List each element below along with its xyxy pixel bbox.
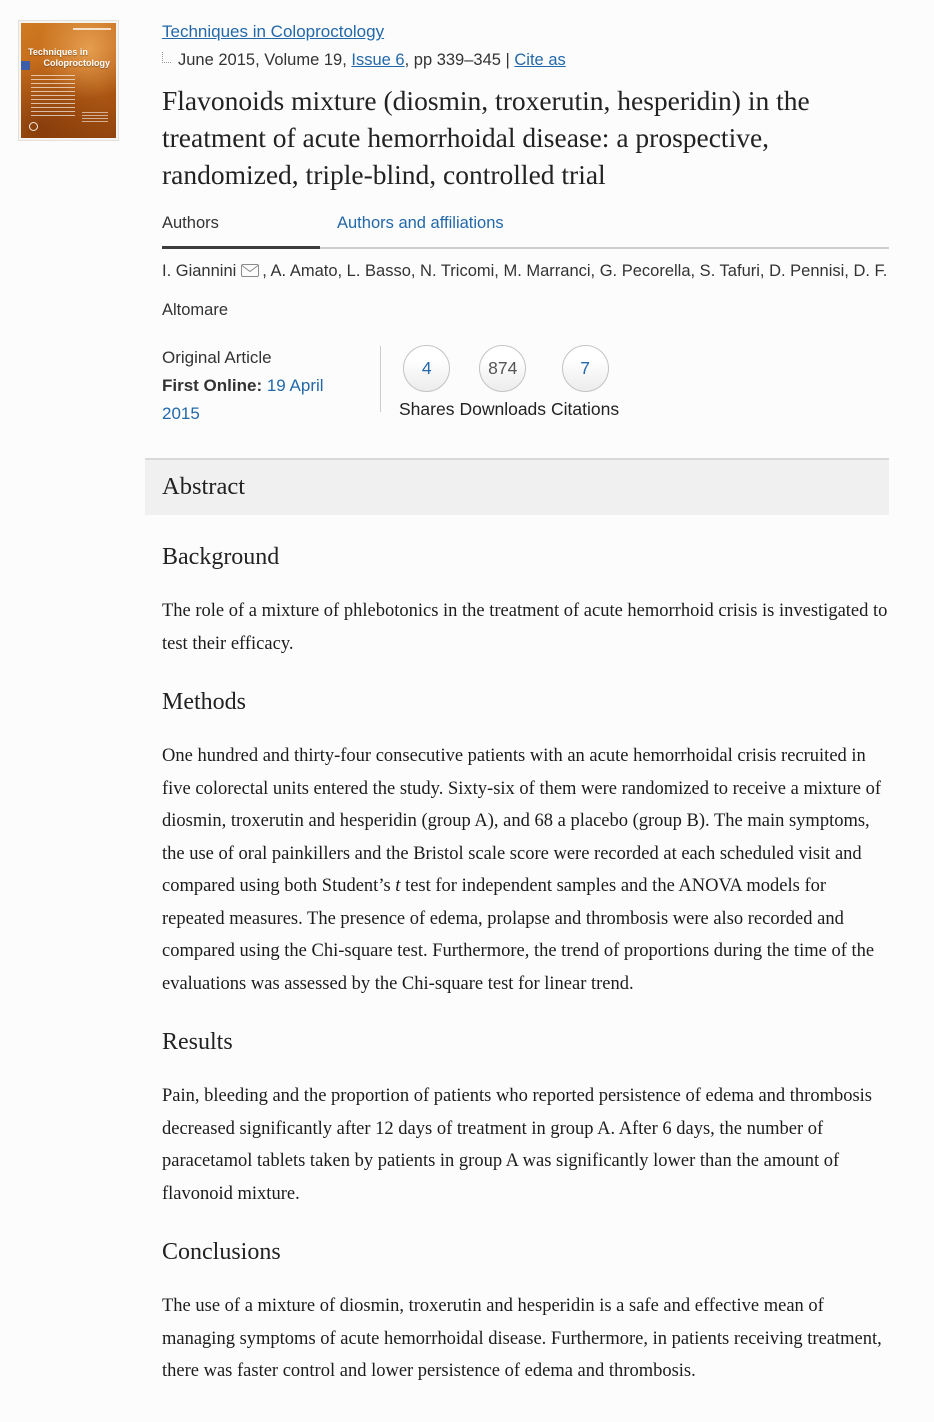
cover-issue-line [73, 28, 111, 30]
metric-downloads [459, 345, 546, 420]
author-first: I. Giannini [162, 262, 237, 280]
cover-title-line2: Coloproctology [43, 58, 110, 68]
abstract-content [0, 458, 934, 1388]
cover-title-line1: Techniques in [28, 47, 88, 57]
methods-text-part1: One hundred and thirty-four consecutive patients with an acute hemorrhoidal crisis recruited in five colorectal units entered the study. Sixty-six of them were randomized to receive a mixture of diosmin, troxerutin and hesperidin (group A), and 68 a placebo (group B). The main symptoms, the use of oral painkillers and the Bristol scale score were recorded at each scheduled visit and compared using both Student’s [162, 746, 882, 896]
article-title: Flavonoids mixture (diosmin, troxerutin, hesperidin) in the treatment of acute hemorrhoidal disease: a prospective, randomized, triple-blind, controlled trial [162, 85, 810, 190]
conclusions-heading: Conclusions [162, 1239, 281, 1265]
journal-cover-thumbnail[interactable] [18, 20, 119, 141]
downloads-label: Downloads [459, 399, 547, 419]
background-text: The role of a mixture of phlebotonics in the treatment of acute hemorrhoid crisis is investigated to test their efficacy. [162, 601, 888, 654]
downloads-count-circle: 874 [479, 345, 526, 392]
shares-count-circle[interactable]: 4 [403, 345, 450, 392]
springer-logo-icon [29, 122, 38, 131]
article-type: Original Article [162, 348, 272, 367]
metrics-group [399, 345, 624, 420]
author-tabs [162, 214, 889, 249]
article-info [162, 344, 362, 428]
meta-pages: , pp 339–345 | [404, 51, 515, 69]
article-info-row [162, 344, 624, 428]
issue-branch-icon [162, 52, 171, 63]
tab-authors[interactable]: Authors [162, 214, 320, 249]
info-divider [380, 346, 381, 412]
metric-citations [551, 345, 619, 420]
results-heading: Results [162, 1029, 233, 1055]
shares-label: Shares [399, 399, 455, 419]
authors-list [162, 252, 892, 329]
author-rest: , A. Amato, L. Basso, N. Tricomi, M. Marranci, G. Pecorella, S. Tafuri, D. Pennisi, D. F. Altomare [162, 262, 888, 319]
first-online-date-link[interactable]: 19 April 2015 [162, 376, 324, 423]
methods-heading: Methods [162, 689, 246, 715]
cover-blue-square [21, 61, 30, 70]
section-methods [162, 689, 891, 1000]
metric-shares [399, 345, 454, 420]
results-text: Pain, bleeding and the proportion of patients who reported persistence of edema and thrombosis decreased significantly after 12 days of treatment in group A. After 6 days, the number of paracetamol tablets taken by patients in group A was significantly lower than the amount of flavonoid mixture. [162, 1086, 873, 1204]
section-background [162, 544, 891, 660]
citations-label: Citations [551, 399, 620, 419]
journal-cover-art [21, 23, 116, 138]
conclusions-text: The use of a mixture of diosmin, troxerutin and hesperidin is a safe and effective mean of managing symptoms of acute hemorrhoidal disease. Furthermore, in patients receiving treatment, there was faster control and lower persistence of edema and thrombosis. [162, 1296, 882, 1381]
cover-editor-lines [31, 75, 75, 119]
methods-text-part2: test for independent samples and the ANOVA models for repeated measures. The presence of edema, prolapse and thrombosis were also recorded and compared using the Chi-square test. Furthermore, the trend of proportions during the time of the evaluations was assessed by the Chi-square test for linear trend. [162, 876, 875, 994]
first-online-line [162, 372, 362, 428]
citations-count-circle[interactable]: 7 [562, 345, 609, 392]
abstract-section-header: Abstract [145, 458, 889, 515]
issue-link[interactable]: Issue 6 [351, 51, 405, 69]
tab-authors-and-affiliations[interactable]: Authors and affiliations [337, 214, 504, 232]
journal-title-link[interactable]: Techniques in Coloproctology [162, 22, 385, 41]
background-heading: Background [162, 544, 280, 570]
section-conclusions [162, 1239, 891, 1388]
methods-italic-t: t [395, 876, 401, 896]
citation-meta-line [162, 51, 566, 70]
section-results [162, 1029, 891, 1210]
cite-as-link[interactable]: Cite as [514, 51, 566, 69]
methods-text [162, 740, 891, 1000]
email-icon[interactable] [241, 253, 259, 291]
cover-journal-title [28, 47, 112, 69]
cover-publisher-lines [82, 112, 108, 124]
meta-date-volume: June 2015, Volume 19, [178, 51, 352, 69]
first-online-label: First Online: [162, 376, 267, 395]
